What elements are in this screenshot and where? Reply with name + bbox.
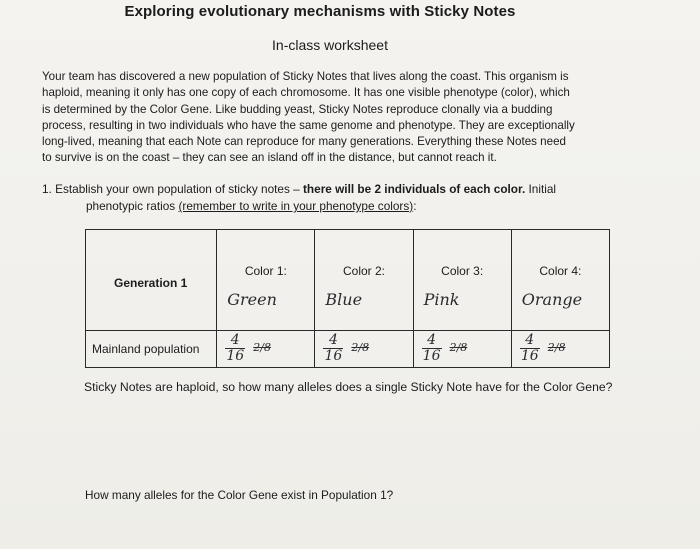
color-4-handwritten: Orange [521,290,583,309]
color-4-header: Color 4: [539,264,582,278]
fraction-denominator: 16 [422,348,441,364]
fraction-denominator: 16 [226,348,245,364]
fraction-numerator: 4 [230,332,240,348]
color-4-ratio-cell[interactable] [511,331,609,368]
intro-line: haploid, meaning it only has one copy of each chromosome. It has one visible phenotype (color), which [42,86,570,100]
worksheet-title: Exploring evolutionary mechanisms with Sticky Notes [124,3,516,20]
table-row-generation [86,230,610,331]
color-2-crossed-ratio: 2/8 [351,341,370,354]
question-1-text-end: Initial [525,182,557,196]
color-3-crossed-ratio: 2/8 [449,341,468,354]
question-3: How many alleles for the Color Gene exist in Population 1? [85,488,394,502]
color-2-ratio-cell[interactable] [315,331,413,368]
fraction-numerator: 4 [525,332,535,348]
color-4-crossed-ratio: 2/8 [547,341,566,354]
color-2-cell[interactable] [315,230,413,331]
fraction-denominator: 16 [324,348,343,364]
color-2-fraction [323,334,343,363]
color-3-cell[interactable] [413,230,511,331]
color-1-crossed-ratio: 2/8 [253,341,271,354]
population-table [85,229,610,368]
question-1-underlined-note: (remember to write in your phenotype colors) [178,199,414,213]
intro-line: Your team has discovered a new population of Sticky Notes that lives along the coast. This organism is [42,70,569,83]
intro-line: to survive is on the coast – they can see an island off in the distance, but cannot reach it. [42,151,497,165]
question-1 [42,181,642,215]
question-2: Sticky Notes are haploid, so how many alleles does a single Sticky Note have for the Color Gene? [84,380,613,394]
color-1-cell[interactable] [217,230,315,331]
color-2-header: Color 2: [342,264,386,278]
mainland-population-label: Mainland population [92,342,200,356]
color-1-header: Color 1: [244,264,287,278]
question-1-bold-text: there will be 2 individuals of each color. [303,182,526,196]
fraction-numerator: 4 [328,332,338,348]
generation-label: Generation 1 [114,276,188,290]
intro-line: process, resulting in two individuals who have the same genome and phenotype. They are exceptionally [42,118,575,132]
question-1-colon: : [413,199,417,213]
intro-line: is determined by the Color Gene. Like budding yeast, Sticky Notes reproduce clonally via a budding [42,102,553,116]
color-3-header: Color 3: [441,264,484,278]
intro-paragraph [42,69,642,167]
color-4-cell[interactable] [511,230,609,331]
color-3-fraction [422,334,442,363]
question-1-text: Establish your own population of sticky notes – [55,182,303,196]
table-row-mainland [86,331,610,368]
intro-line: long-lived, meaning that each Note can reproduce for many generations. Everything these Notes need [42,135,566,149]
worksheet-subtitle: In-class worksheet [272,37,388,53]
color-1-ratio-cell[interactable] [217,331,315,368]
color-3-ratio-cell[interactable] [413,331,511,368]
mainland-label-cell [86,331,217,368]
fraction-numerator: 4 [427,332,437,348]
color-1-fraction [225,334,245,363]
color-4-fraction [520,334,540,363]
color-3-handwritten: Pink [423,290,460,309]
question-1-number: 1. [42,182,52,196]
color-2-handwritten: Blue [325,290,363,309]
generation-cell [86,230,217,331]
color-1-handwritten: Green [227,290,277,309]
fraction-denominator: 16 [520,348,539,364]
question-1-line2: phenotypic ratios [86,199,179,213]
